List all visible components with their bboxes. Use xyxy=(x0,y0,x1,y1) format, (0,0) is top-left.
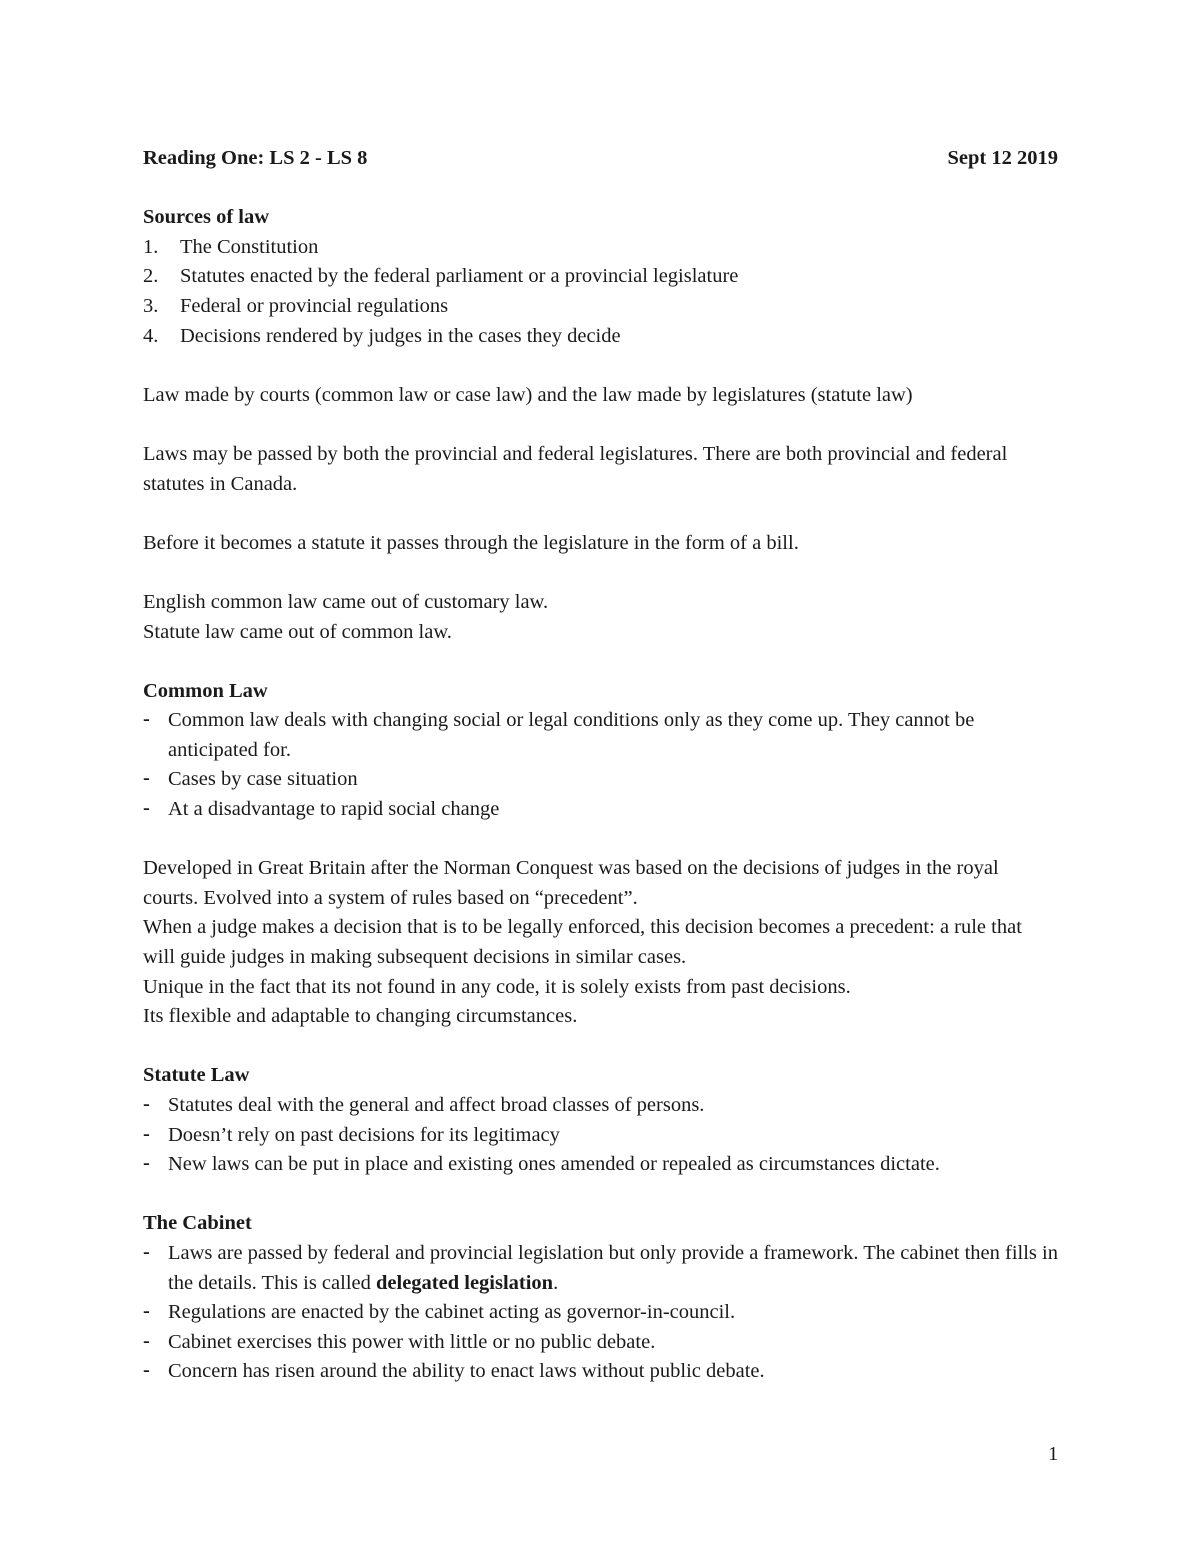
section-heading-cabinet: The Cabinet xyxy=(143,1212,252,1235)
paragraph: Law made by courts (common law or case law) and the law made by legislatures (statute law) xyxy=(143,383,913,406)
dash-bullet-icon: - xyxy=(143,1152,150,1175)
list-item: 4. Decisions rendered by judges in the cases they decide xyxy=(143,324,621,347)
dash-bullet-icon: - xyxy=(143,1300,150,1323)
list-item: - Doesn’t rely on past decisions for its legitimacy xyxy=(143,1121,1058,1151)
list-item: - Cases by case situation xyxy=(143,765,1058,795)
list-item: 1. The Constitution xyxy=(143,235,319,258)
dash-bullet-icon: - xyxy=(143,767,150,790)
list-item: 2. Statutes enacted by the federal parliament or a provincial legislature xyxy=(143,265,739,288)
list-item: - Concern has risen around the ability to enact laws without public debate. xyxy=(143,1357,1058,1387)
list-item: 3. Federal or provincial regulations xyxy=(143,294,449,317)
list-item: - Common law deals with changing social or legal conditions only as they come up. They cannot be anticipated for. xyxy=(143,706,1058,765)
list-item: - Cabinet exercises this power with little or no public debate. xyxy=(143,1328,1058,1358)
paragraph-line: Its flexible and adaptable to changing circumstances. xyxy=(143,1005,578,1028)
dash-bullet-icon: - xyxy=(143,1240,150,1263)
paragraph-line: Statute law came out of common law. xyxy=(143,620,452,643)
dash-bullet-icon: - xyxy=(143,1359,150,1382)
page-number: 1 xyxy=(1048,1443,1059,1465)
common-law-list xyxy=(143,706,1058,824)
dash-bullet-icon: - xyxy=(143,708,150,731)
document-date: Sept 12 2019 xyxy=(947,147,1058,169)
dash-bullet-icon: - xyxy=(143,1329,150,1352)
section-heading-statute-law: Statute Law xyxy=(143,1064,250,1087)
statute-law-list xyxy=(143,1091,1058,1180)
paragraph: Before it becomes a statute it passes through the legislature in the form of a bill. xyxy=(143,531,799,554)
list-item: - New laws can be put in place and existing ones amended or repealed as circumstances dictate. xyxy=(143,1150,1058,1180)
document-title: Reading One: LS 2 - LS 8 xyxy=(143,147,368,169)
dash-bullet-icon: - xyxy=(143,1093,150,1115)
paragraph-line: Unique in the fact that its not found in any code, it is solely exists from past decisions. xyxy=(143,975,851,998)
paragraph-line: Developed in Great Britain after the Norman Conquest was based on the decisions of judges in the royal courts. Evolved into a system of rules based on “precedent”. xyxy=(143,857,999,909)
list-item: - At a disadvantage to rapid social change xyxy=(143,795,1058,825)
emphasis-term: delegated legislation xyxy=(376,1271,554,1294)
paragraph-line: English common law came out of customary law. xyxy=(143,590,549,613)
document-header xyxy=(143,144,1058,174)
list-item: - Statutes deal with the general and affect broad classes of persons. xyxy=(143,1091,1058,1121)
document-page xyxy=(143,144,1058,1387)
paragraph-line: When a judge makes a decision that is to be legally enforced, this decision becomes a precedent: a rule that will guide judges in making subsequent decisions in similar cases. xyxy=(143,916,1022,969)
list-item: - Regulations are enacted by the cabinet acting as governor-in-council. xyxy=(143,1298,1058,1328)
dash-bullet-icon: - xyxy=(143,1122,150,1145)
sources-list xyxy=(143,233,1058,351)
list-item: - Laws are passed by federal and provincial legislation but only provide a framework. The cabinet then fills in the details. This is called delegated legislation. xyxy=(143,1239,1058,1298)
cabinet-list xyxy=(143,1239,1058,1387)
section-heading-common-law: Common Law xyxy=(143,679,268,702)
paragraph: Laws may be passed by both the provincial and federal legislatures. There are both provincial and federal statutes in Canada. xyxy=(143,442,1008,495)
section-heading-sources: Sources of law xyxy=(143,206,270,229)
dash-bullet-icon: - xyxy=(143,797,150,820)
